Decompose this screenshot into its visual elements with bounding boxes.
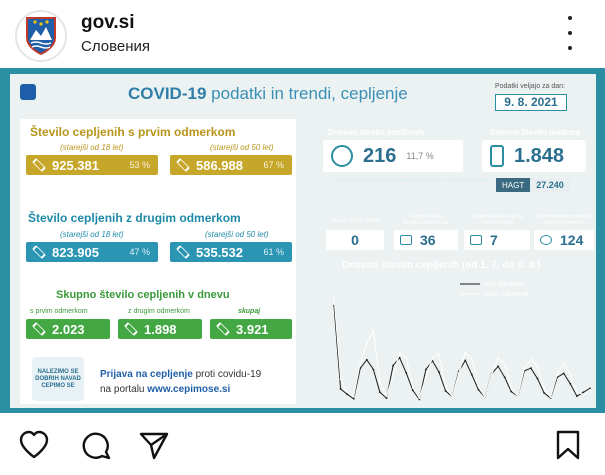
data-point <box>445 390 447 392</box>
data-point <box>537 378 539 380</box>
virus-icon <box>540 235 552 245</box>
data-point <box>569 373 571 375</box>
second-dose-50-pill: 535.532 61 % <box>170 242 292 262</box>
infographic-title: COVID-19 podatki in trendi, cepljenje <box>128 84 408 103</box>
y-tick-label: 10000 <box>317 335 331 341</box>
data-point <box>464 360 466 362</box>
tested-label: Dnevno število testiranj <box>490 128 581 137</box>
syringe-icon <box>176 158 190 172</box>
data-point <box>523 367 525 369</box>
data-point <box>445 386 447 388</box>
legend-label: drugi odmerek <box>484 291 529 298</box>
data-point <box>340 388 342 390</box>
avatar[interactable] <box>15 10 67 62</box>
vaccination-panel <box>20 119 296 404</box>
share-icon[interactable] <box>138 429 170 461</box>
test-tube-icon <box>490 145 504 167</box>
legend-label: prvi odmerek <box>484 281 525 288</box>
data-point <box>405 357 407 359</box>
data-point <box>392 374 394 376</box>
data-point <box>372 369 374 371</box>
heart-icon[interactable] <box>18 429 50 461</box>
y-tick-label: 20000 <box>317 270 331 276</box>
hospital-bed-icon <box>400 235 412 245</box>
data-point <box>563 373 565 375</box>
data-point <box>471 358 473 360</box>
virus-icon <box>331 145 353 167</box>
data-point <box>425 369 427 371</box>
data-point <box>399 357 401 359</box>
syringe-icon <box>32 245 46 259</box>
data-point <box>478 389 480 391</box>
data-point <box>353 396 355 398</box>
positive-footnote: 9. 8. 2021 so na dan izvidov PCR potrjenih na HAGT potrjujejo s PCR testi <box>324 178 489 184</box>
daily-first-label: s prvim odmerkom <box>30 308 88 315</box>
first-dose-50-pill: 586.988 67 % <box>170 155 292 175</box>
daily-first-pill: 2.023 <box>26 319 110 339</box>
slovenia-coat-of-arms-icon <box>24 16 58 56</box>
daily-title: Skupno število cepljenih v dnevu <box>56 289 230 301</box>
data-point <box>510 388 512 390</box>
data-point <box>366 359 368 361</box>
portal-text: na portalu www.cepimose.si <box>100 384 231 395</box>
data-point <box>346 393 348 395</box>
data-point <box>543 392 545 394</box>
syringe-icon <box>176 245 190 259</box>
post-action-bar <box>0 413 605 475</box>
data-point <box>458 373 460 375</box>
data-point <box>497 357 499 359</box>
first-dose-18-pill: 925.381 53 % <box>26 155 158 175</box>
data-point <box>510 391 512 393</box>
data-point <box>589 389 591 391</box>
hagt-box: HAGT 27.240 <box>496 178 570 192</box>
y-tick-label: 5000 <box>319 367 331 374</box>
data-point <box>372 330 374 332</box>
data-point <box>530 358 532 360</box>
syringe-icon <box>124 322 138 336</box>
syringe-icon <box>216 322 230 336</box>
second-dose-title: Število cepljenih z drugim odmerkom <box>28 211 241 225</box>
post-location[interactable]: Словения <box>81 38 151 55</box>
active-box: 124 <box>534 230 594 250</box>
data-point <box>333 297 335 299</box>
data-point <box>504 363 506 365</box>
data-date: 9. 8. 2021 <box>495 94 567 111</box>
data-point <box>484 397 486 399</box>
more-options-icon[interactable] <box>560 16 580 50</box>
bookmark-icon[interactable] <box>552 429 584 461</box>
date-note: Podatki veljajo za dan: <box>494 83 566 90</box>
data-point <box>438 353 440 355</box>
data-point <box>576 391 578 393</box>
data-point <box>563 363 565 365</box>
data-point <box>451 396 453 398</box>
data-point <box>583 393 585 395</box>
comment-icon[interactable] <box>80 429 112 461</box>
account-name[interactable]: gov.si <box>81 12 135 33</box>
gov-logo-mark-icon <box>20 84 36 100</box>
data-point <box>379 382 381 384</box>
data-point <box>432 357 434 359</box>
syringe-icon <box>32 158 46 172</box>
data-point <box>438 371 440 373</box>
data-point <box>583 391 585 393</box>
second-sub-18: (starejši od 18 let) <box>60 230 124 239</box>
second-dose-18-pill: 823.905 47 % <box>26 242 158 262</box>
data-point <box>386 397 388 399</box>
data-point <box>504 376 506 378</box>
vaccination-line-chart <box>310 266 595 406</box>
positive-box: 216 11,7 % <box>323 140 463 172</box>
portal-link: www.cepimose.si <box>147 384 231 395</box>
data-point <box>392 365 394 367</box>
data-point <box>386 395 388 397</box>
data-point <box>517 395 519 397</box>
series-line-1 <box>334 306 590 400</box>
data-point <box>497 365 499 367</box>
gov-logo <box>20 84 36 100</box>
data-point <box>471 374 473 376</box>
data-point <box>340 378 342 380</box>
data-point <box>405 372 407 374</box>
data-point <box>543 387 545 389</box>
post-image <box>0 68 605 413</box>
data-point <box>550 397 552 399</box>
deaths-label: Dnevno število umrlih <box>331 218 379 224</box>
data-point <box>556 374 558 376</box>
data-point <box>569 383 571 385</box>
data-point <box>478 386 480 388</box>
tested-box: 1.848 <box>482 140 586 172</box>
first-sub-18: (starejši od 18 let) <box>60 143 124 152</box>
data-point <box>412 387 414 389</box>
daily-total-pill: 3.921 <box>210 319 292 339</box>
data-point <box>359 362 361 364</box>
daily-second-label: z drugim odmerkom <box>128 308 190 315</box>
data-point <box>366 343 368 345</box>
syringe-icon <box>32 322 46 336</box>
data-point <box>537 366 539 368</box>
data-point <box>346 391 348 393</box>
data-point <box>412 389 414 391</box>
daily-total-label: skupaj <box>238 308 261 315</box>
data-point <box>418 397 420 399</box>
data-point <box>353 398 355 400</box>
first-dose-title: Število cepljenih s prvim odmerkom <box>30 125 236 139</box>
series-line-2 <box>334 298 590 398</box>
active-label: Sedemdnevno povprečje potrjenih primerov <box>536 214 592 226</box>
second-sub-50: (starejši od 50 let) <box>205 230 269 239</box>
hosp-box: 36 <box>394 230 458 250</box>
data-point <box>576 395 578 397</box>
icu-bed-icon <box>470 235 482 245</box>
y-tick-label: 0 <box>328 400 331 406</box>
hosp-label: Skupno število hospitaliziranih oseb <box>403 214 449 226</box>
prijava-text: Prijava na cepljenje proti covidu-19 <box>100 369 262 380</box>
campaign-logo: NALEZIMO SE DOBRIH NAVAD CEPIMO SE <box>32 357 84 401</box>
data-point <box>491 374 493 376</box>
data-point <box>379 391 381 393</box>
data-point <box>530 367 532 369</box>
data-point <box>464 352 466 354</box>
chart-title: Dnevno število cepljenih (od 1. 7. do 9. 8.) <box>342 260 541 271</box>
daily-second-pill: 1.898 <box>118 319 202 339</box>
first-sub-50: (starejši od 50 let) <box>210 143 274 152</box>
icu-label: Skupno število oseb na intenzivni negi <box>471 214 523 226</box>
post-header <box>0 0 605 68</box>
icu-box: 7 <box>464 230 530 250</box>
data-point <box>399 352 401 354</box>
deaths-box: 0 <box>326 230 384 250</box>
data-point <box>425 376 427 378</box>
y-tick-label: 15000 <box>317 302 331 309</box>
positive-label: Dnevno število pozitivnih <box>328 128 425 137</box>
